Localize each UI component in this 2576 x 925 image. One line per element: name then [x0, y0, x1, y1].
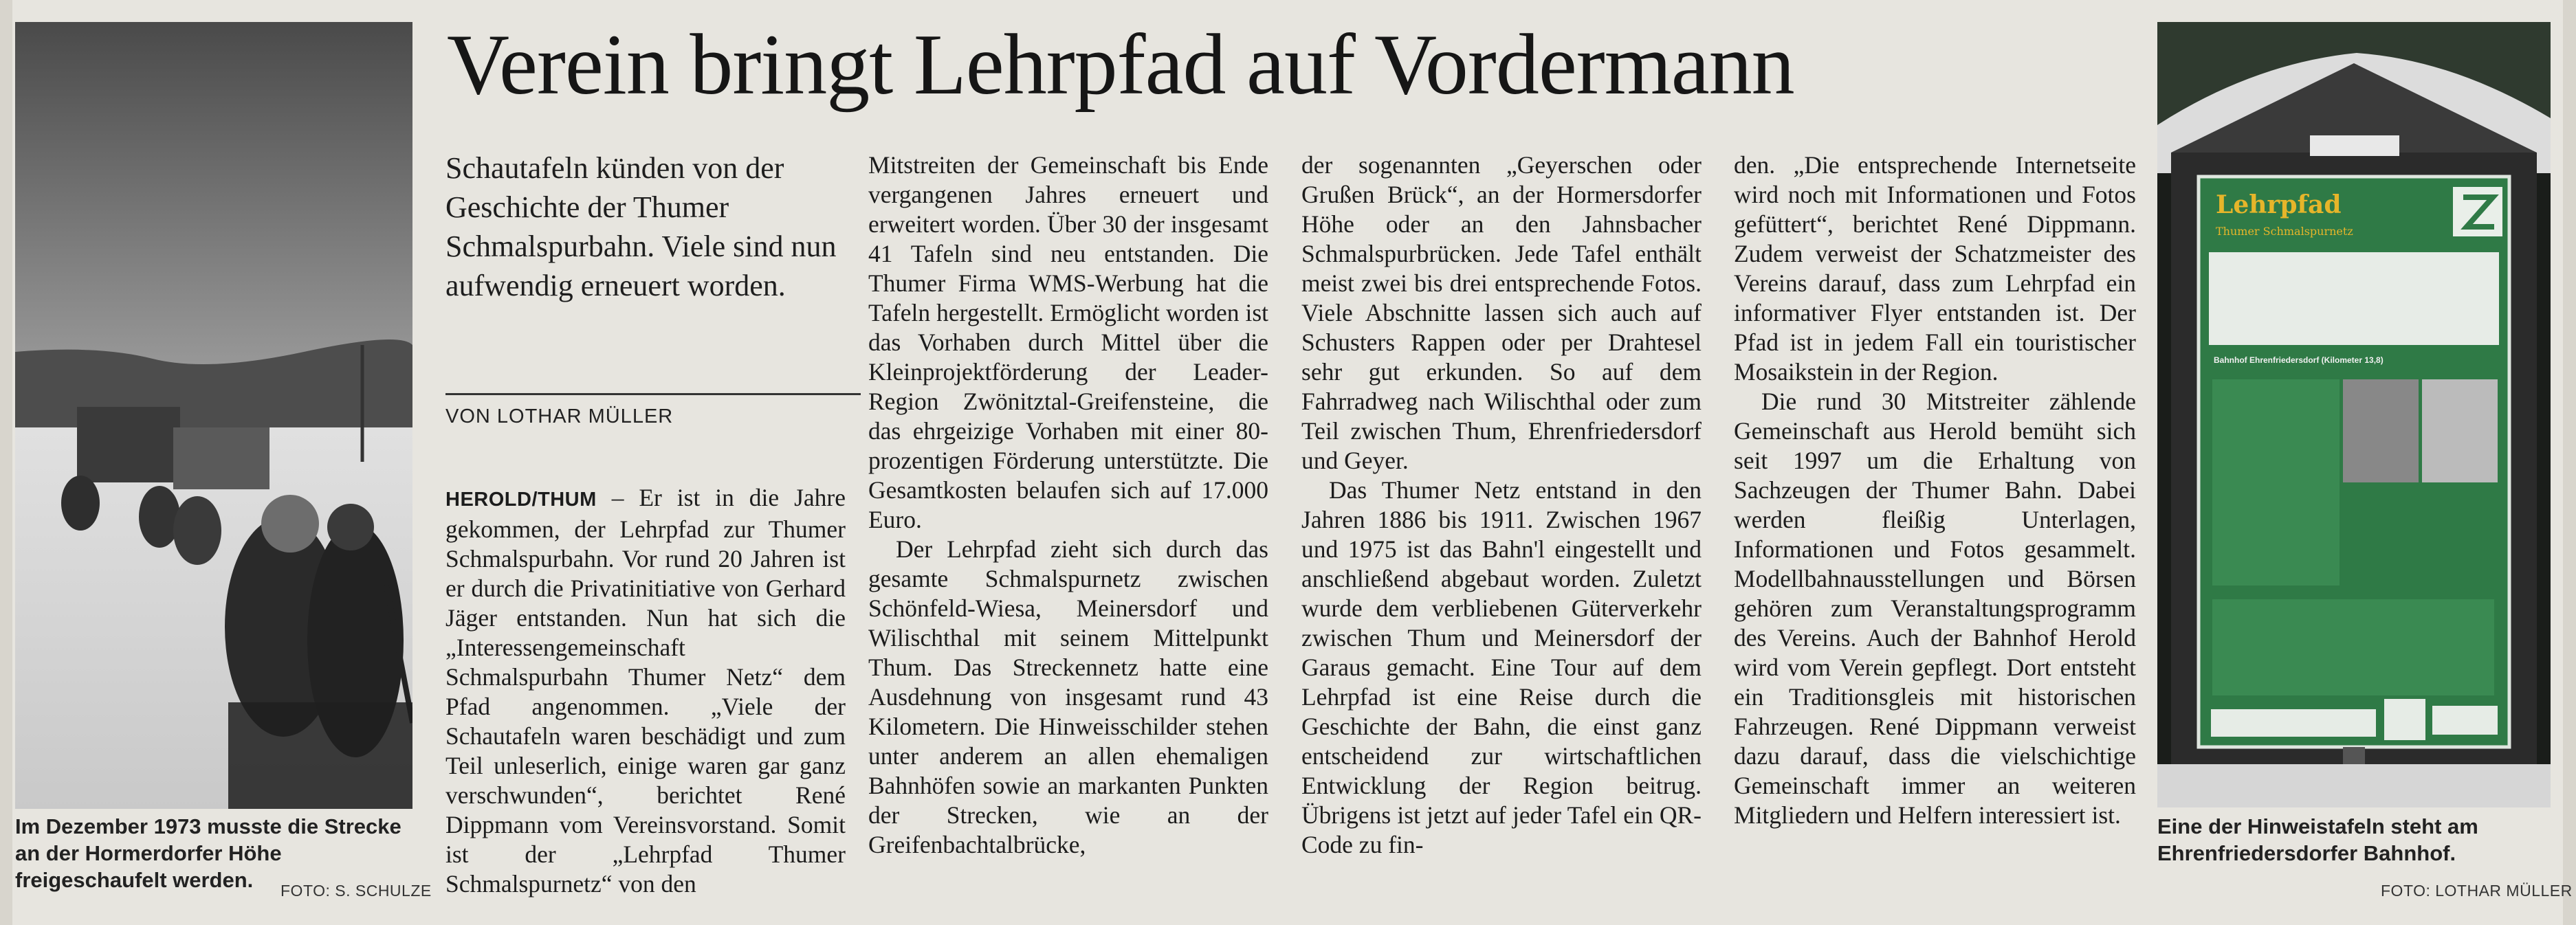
- deck: Schautafeln künden von der Geschichte der Thumer Schmalspurbahn. Viele sind nun aufwendig erneuert worden.: [445, 151, 837, 302]
- col3-paragraph-1: der sogenannten „Geyerschen oder Grußen Brück“, an der Hormersdorfer Höhe oder an den Jahnsbacher Schmalspurbrücken. Jede Tafel enthält meist zwei bis drei entsprechende Fotos. Viele Abschnitte lassen sich auch auf Schusters Rappen oder per Drahtesel sehr gut erkunden. So auf dem Fahrradweg nach Wilischthal oder zum Teil zwischen Thum, Ehrenfriedersdorf und Geyer.: [1301, 151, 1702, 474]
- sign-title: Lehrpfad: [2216, 190, 2342, 219]
- page-edge-left: [0, 0, 12, 925]
- caption-left: Im Dezember 1973 musste die Strecke an der Hormerdorfer Höhe freigeschaufelt werden.: [15, 814, 401, 892]
- dateline: HEROLD/THUM: [445, 489, 597, 511]
- article-column-4: [1734, 151, 2136, 830]
- article-column-1: [445, 483, 846, 899]
- col3-paragraph-2: Das Thumer Netz entstand in den Jahren 1886 bis 1911. Zwischen 1967 und 1975 ist das Bahn'l eingestellt und anschließend abgebaut worden. Zuletzt wurde dem verbliebenen Güterverkehr zwischen Thum und Meinersdorf der Garaus gemacht. Eine Tour auf dem Lehrpfad ist eine Reise durch die Geschichte der Bahn, die einst ganz entscheidend zur wirtschaftlichen Entwicklung der Region beitrug. Übrigens ist jetzt auf jeder Tafel ein QR-Code zu fin-: [1301, 476, 1702, 858]
- col2-paragraph-2: Der Lehrpfad zieht sich durch das gesamte Schmalspurnetz zwischen Schönfeld-Wiesa, Meinersdorf und Wilischthal mit seinem Mittelpunkt Thum. Das Streckennetz hatte eine Ausdehnung von insgesamt rund 43 Kilometern. Die Hinweisschilder stehen unter anderem an allen ehemaligen Bahnhöfen sowie an markanten Punkten der Strecken, wie an der Greifenbachtalbrücke,: [868, 535, 1268, 858]
- credit-right: FOTO: LOTHAR MÜLLER: [2381, 882, 2573, 900]
- caption-right: Eine der Hinweistafeln steht am Ehrenfriedersdorfer Bahnhof.: [2157, 814, 2478, 865]
- headline: Verein bringt Lehrpfad auf Vordermann: [447, 17, 1794, 113]
- credit-left: FOTO: S. SCHULZE: [280, 882, 432, 900]
- page-edge-right: [2563, 0, 2576, 925]
- article-column-3: [1301, 151, 1702, 860]
- photo-snow-clearing: [15, 22, 412, 809]
- sign-subtitle: Thumer Schmalspurnetz: [2216, 225, 2353, 238]
- col4-paragraph-1: den. „Die entsprechende Internetseite wird noch mit Informationen und Fotos gefüttert“, berichtet René Dippmann. Zudem verweist der Schatzmeister des Vereins darauf, dass zum Lehrpfad ein informativer Flyer entstanden ist. Der Pfad ist in jedem Fall ein touristischer Mosaikstein in der Region.: [1734, 151, 2136, 386]
- col4-paragraph-2: Die rund 30 Mitstreiter zählende Gemeinschaft aus Herold bemüht sich seit 1997 um die Erhaltung von Sachzeugen der Thumer Bahn. Dabei werden fleißig Unterlagen, Informationen und Fotos gesammelt. Modellbahnausstellungen und Börsen gehören zum Veranstaltungsprogramm des Vereins. Auch der Bahnhof Herold wird vom Verein gepflegt. Dort entsteht ein Traditionsgleis mit historischen Fahrzeugen. René Dippmann verweist dazu darauf, dass die vielschichtige Gemeinschaft immer an weiteren Mitgliedern und Helfern interessiert ist.: [1734, 388, 2136, 829]
- byline-rule: [445, 393, 861, 395]
- byline: VON LOTHAR MÜLLER: [445, 405, 674, 427]
- col1-paragraph-1: – Er ist in die Jahre gekommen, der Lehrpfad zur Thumer Schmalspurbahn. Vor rund 20 Jahren ist er durch die Privatinitiative von Gerhard Jäger entstanden. Nun hat sich die „Interessengemeinschaft Schmalspurbahn Thumer Netz“ dem Pfad angenommen. „Viele der Schautafeln waren beschädigt und zum Teil unleserlich, einige waren gar ganz verschwunden“, berichtet René Dippmann vom Vereinsvorstand. Somit ist der „Lehrpfad Thumer Schmalspurnetz“ von den: [445, 484, 846, 898]
- photo-info-sign: [2157, 22, 2551, 807]
- sign-station: Bahnhof Ehrenfriedersdorf (Kilometer 13,8): [2214, 355, 2384, 365]
- article-column-2: [868, 151, 1268, 860]
- col2-paragraph-1: Mitstreiten der Gemeinschaft bis Ende vergangenen Jahres erneuert und erweitert worden. Über 30 der insgesamt 41 Tafeln sind neu entstanden. Die Thumer Firma WMS-Werbung hat die Tafeln hergestellt. Ermöglicht worden ist das Vorhaben durch Mittel über die Kleinprojektförderung der Leader-Region Zwönitztal-Greifensteine, die das ehrgeizige Vorhaben mit einer 80-prozentigen Förderung unterstützte. Die Gesamtkosten belaufen sich auf 17.000 Euro.: [868, 151, 1268, 533]
